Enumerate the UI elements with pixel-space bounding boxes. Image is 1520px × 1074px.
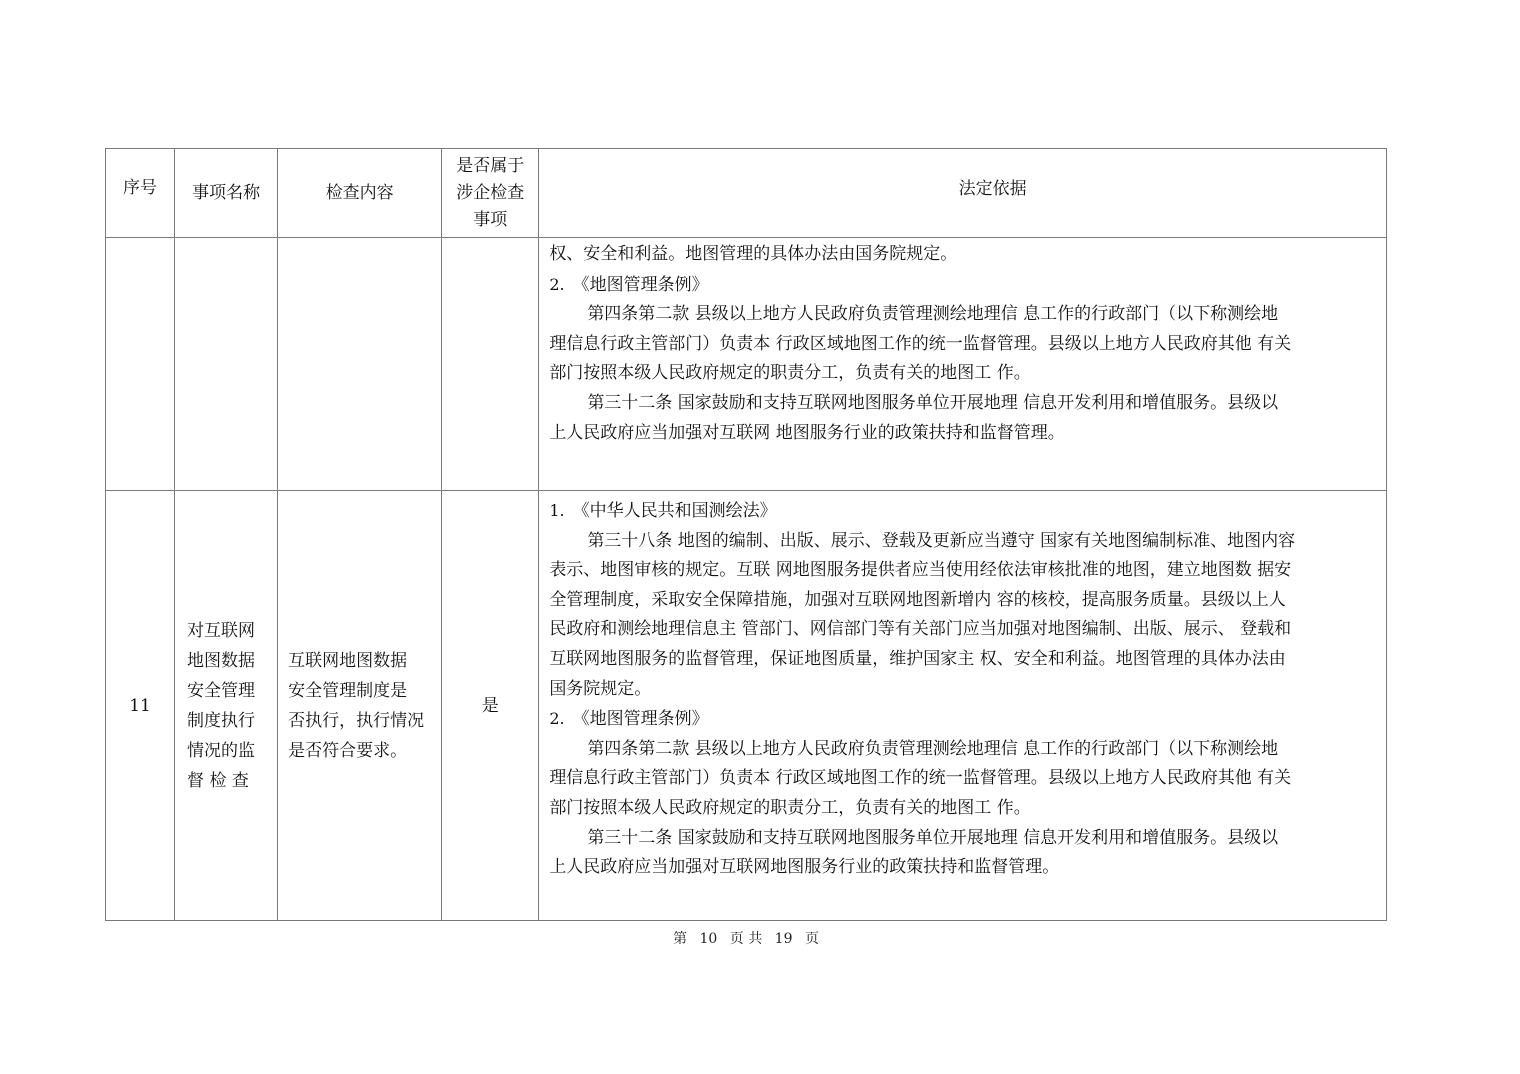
check-content-line: 是否符合要求。 — [288, 740, 408, 761]
legal-basis-line — [549, 586, 1383, 616]
footer-total-pages: 19 — [774, 931, 793, 947]
legal-basis-text: 第三十二条 国家鼓励和支持互联网地图服务单位开展地理 信息开发利用和增值服务。县级以 — [587, 392, 1279, 413]
table-row-11 — [106, 491, 1387, 921]
legal-basis-text: 民政府和测绘地理信息主 管部门、网信部门等有关部门应当加强对地图编制、出版、展示、 登载和 — [549, 619, 1292, 640]
seq-cell-empty — [106, 238, 175, 491]
legal-basis-text: 上人民政府应当加强对互联网 地图服务行业的政策扶持和监督管理。 — [549, 422, 1065, 443]
item-name-line: 对互联网 — [187, 620, 256, 641]
legal-basis-text: 部门按照本级人民政府规定的职责分工，负责有关的地图工 作。 — [549, 797, 1031, 818]
footer-prefix: 第 — [673, 931, 688, 947]
check-content-line: 安全管理制度是 — [288, 680, 408, 701]
header-enterprise-related — [442, 149, 539, 238]
legal-basis-line — [549, 615, 1383, 645]
header-item-name: 事项名称 — [175, 149, 278, 238]
header-enterprise-line: 是否属于 — [456, 155, 525, 176]
legal-basis-line — [549, 527, 1383, 557]
seq-cell: 11 — [106, 491, 175, 921]
legal-basis-text: 部门按照本级人民政府规定的职责分工，负责有关的地图工 作。 — [549, 363, 1031, 384]
list-number: 1. — [549, 501, 565, 520]
legal-basis-cell — [539, 491, 1387, 921]
legal-basis-line — [549, 389, 1383, 419]
legal-basis-line — [549, 419, 1383, 449]
legal-basis-line — [549, 794, 1383, 824]
header-check-content: 检查内容 — [278, 149, 442, 238]
legal-basis-line — [549, 300, 1383, 330]
legal-basis-text: 《地图管理条例》 — [572, 274, 709, 295]
legal-basis-text: 《中华人民共和国测绘法》 — [572, 501, 777, 521]
legal-basis-line — [549, 330, 1383, 360]
legal-basis-text: 《地图管理条例》 — [572, 709, 709, 730]
content-cell-empty — [278, 238, 442, 491]
legal-basis-text: 理信息行政主管部门）负责本 行政区域地图工作的统一监督管理。县级以上地方人民政府其他 有关 — [549, 333, 1292, 354]
check-content-line: 否执行，执行情况 — [288, 710, 425, 731]
name-cell-empty — [175, 238, 278, 491]
inspection-items-table — [105, 148, 1387, 921]
footer-suffix: 页 — [804, 931, 819, 947]
item-name-line: 督 检 查 — [187, 770, 249, 791]
check-content-cell — [278, 491, 442, 921]
legal-basis-line — [549, 853, 1383, 883]
check-content-line: 互联网地图数据 — [288, 650, 408, 671]
legal-basis-line — [549, 645, 1383, 675]
legal-basis-line — [549, 240, 1383, 270]
item-name-cell — [175, 491, 278, 921]
legal-basis-text: 第四条第二款 县级以上地方人民政府负责管理测绘地理信 息工作的行政部门（以下称测绘地 — [587, 738, 1279, 759]
legal-basis-text: 第四条第二款 县级以上地方人民政府负责管理测绘地理信 息工作的行政部门（以下称测绘地 — [587, 304, 1279, 325]
table-row-continuation — [106, 238, 1387, 491]
item-name-line: 地图数据 — [187, 650, 256, 671]
legal-basis-text: 权、安全和利益。地图管理的具体办法由国务院规定。 — [549, 244, 958, 264]
enterprise-related-cell: 是 — [442, 491, 539, 921]
legal-basis-line — [549, 735, 1383, 765]
legal-basis-text: 上人民政府应当加强对互联网地图服务行业的政策扶持和监督管理。 — [549, 857, 1060, 878]
legal-basis-text: 国务院规定。 — [549, 678, 652, 699]
legal-basis-cell — [539, 238, 1387, 491]
legal-basis-line — [549, 764, 1383, 794]
list-number: 2. — [549, 709, 565, 729]
footer-page-number: 10 — [699, 931, 718, 947]
legal-basis-text: 第三十二条 国家鼓励和支持互联网地图服务单位开展地理 信息开发利用和增值服务。县级以 — [587, 827, 1279, 848]
legal-basis-line — [549, 496, 1383, 527]
legal-basis-text: 表示、地图审核的规定。互联 网地图服务提供者应当使用经依法审核批准的地图，建立地图数 据安 — [549, 560, 1292, 581]
list-number: 2. — [549, 274, 565, 294]
enterprise-cell-empty — [442, 238, 539, 491]
legal-basis-line — [549, 675, 1383, 705]
header-enterprise-line: 涉企检查 — [456, 182, 525, 203]
header-seq: 序号 — [106, 149, 175, 238]
legal-basis-text: 理信息行政主管部门）负责本 行政区域地图工作的统一监督管理。县级以上地方人民政府其他 有关 — [549, 768, 1292, 789]
legal-basis-line — [549, 556, 1383, 586]
legal-basis-line — [549, 270, 1383, 301]
legal-basis-text: 互联网地图服务的监督管理，保证地图质量，维护国家主 权、安全和利益。地图管理的具体办法由 — [549, 648, 1286, 669]
legal-basis-text: 全管理制度，采取安全保障措施，加强对互联网地图新增内 容的核校，提高服务质量。县级以上人 — [549, 589, 1286, 610]
legal-basis-line — [549, 359, 1383, 389]
legal-basis-line — [549, 824, 1383, 854]
legal-basis-line — [549, 704, 1383, 735]
footer-mid: 页 共 — [729, 931, 763, 947]
item-name-line: 安全管理 — [187, 680, 256, 701]
page-footer — [0, 928, 1492, 948]
table-header-row — [106, 149, 1387, 238]
header-enterprise-line: 事项 — [473, 209, 508, 230]
legal-basis-text: 第三十八条 地图的编制、出版、展示、登载及更新应当遵守 国家有关地图编制标准、地图内容 — [587, 530, 1296, 551]
header-legal-basis: 法定依据 — [539, 149, 1387, 238]
item-name-line: 情况的监 — [187, 740, 256, 761]
item-name-line: 制度执行 — [187, 710, 256, 731]
